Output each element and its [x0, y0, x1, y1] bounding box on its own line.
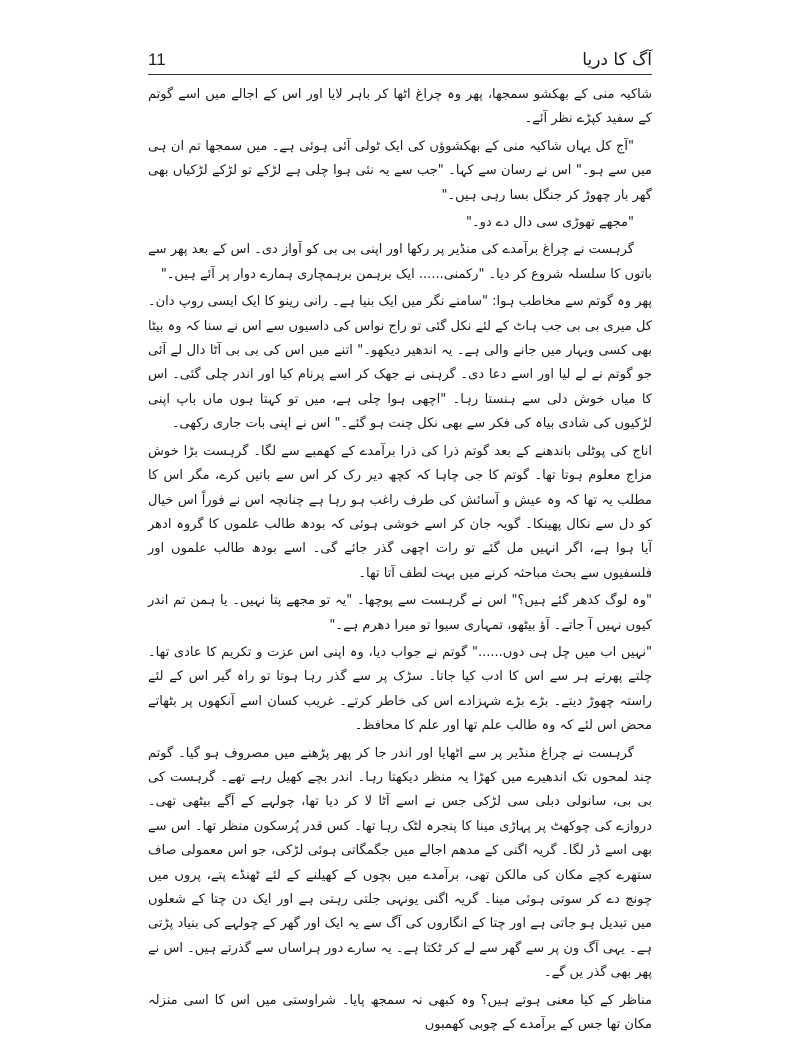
paragraph: "آج کل یہاں شاکیہ منی کے بھکشوؤں کی ایک ٹولی آئی ہوئی ہے۔ میں سمجھا تم ان ہی میں سے ہو۔" اس نے رسان سے کہا۔ "جب سے یہ نئی ہوا چلی ہے لڑکے تو لڑکے لڑکیاں بھی گھر بار چھوڑ کر جنگل بسا رہی ہیں۔": [148, 138, 652, 203]
paragraph: شاکیہ منی کے بھکشو سمجھا، پھر وہ چراغ اٹھا کر باہر لایا اور اس کے اجالے میں اسے گوتم کے سفید کپڑے نظر آئے۔: [148, 87, 652, 127]
body-text: [148, 83, 652, 1037]
paragraph: "نہیں اب میں چل ہی دوں......" گوتم نے جواب دیا، وہ اپنی اس عزت و تکریم کا عادی تھا۔ چلتے پھرتے ہر سے اس کا ادب کیا جاتا۔ سڑک پر سے گذر رہا ہوتا تو راہ گیر اس کے لئے راستہ چھوڑ دیتے۔ بڑے بڑے شہزادے اس کی خاطر کرتے۔ غریب کسان اسے آنکھوں پر بٹھاتے محض اس لئے کہ وہ طالب علم تھا اور علم کا محافظ۔: [148, 644, 652, 734]
page-number: 11: [148, 50, 166, 69]
paragraph: "مجھے تھوڑی سی دال دے دو۔": [465, 215, 634, 231]
paragraph: مناظر کے کیا معنی ہوتے ہیں؟ وہ کبھی نہ سمجھ پایا۔ شراوستی میں اس کا اسی منزلہ مکان تھا جس کے برآمدے کے چوبی کھمبوں: [148, 992, 652, 1033]
paragraph: گرہست نے چراغ برآمدے کی منڈیر پر رکھا اور اپنی بی بی کو آواز دی۔ اس کے بعد پھر سے باتوں کا سلسلہ شروع کر دیا۔ "رکمنی...... ایک برہمن برہمچاری ہمارے دوار پر آئے ہیں۔": [148, 242, 652, 282]
page-header: [148, 40, 652, 75]
paragraph: "وہ لوگ کدھر گئے ہیں؟" اس نے گرہست سے پوچھا۔ "یہ تو مجھے پتا نہیں۔ یا ہمن تم اندر کیوں نہیں آ جاتے۔ آؤ بیٹھو، تمہاری سیوا تو میرا دھرم ہے۔": [148, 593, 652, 633]
paragraph: پھر وہ گوتم سے مخاطب ہوا: "سامنے نگر میں ایک بنیا ہے۔ رانی رینو کا ایک ایسی روپ دان۔ کل میری بی بی جب ہاٹ کے لئے نکل گئی تو راج نواس کی داسیوں سے اس نے سنا کہ وہ بیٹا بھی کسی ویہار میں جانے والی ہے۔ یہ اندھیر دیکھو۔" اتنے میں اس کی بی بی آٹا دال لے آئی جو گوتم نے لے لیا اور اسے دعا دی۔ گرہنی نے جھک کر اسے پرنام کیا اور اندر چلی گئی۔ اس کا میاں خوش دلی سے ہنستا رہا۔ "اچھی ہوا چلی ہے، میں تو کہتا ہوں ماں باپ اپنی لڑکیوں کی شادی بیاہ کی فکر سے بھی نکل چنت ہو گئے۔" اس نے اپنی بات جاری رکھی۔: [148, 294, 652, 432]
running-title: آگ کا دریا: [582, 50, 652, 70]
paragraph: اناج کی پوٹلی باندھنے کے بعد گوتم ذرا کی ذرا برآمدے کے کھمبے سے لگا۔ گرہست بڑا خوش مزاج معلوم ہوتا تھا۔ گوتم کا جی چاہا کہ کچھ دیر رک کر اس سے باتیں کرے، مگر اس کا مطلب یہ تھا کہ وہ عیش و آسائش کی طرف راغب ہو رہا ہے چنانچہ اس نے فوراً اس خیال کو دل سے نکال پھینکا۔ گویہ جان کر اسے خوشی ہوئی کہ بودھ طالب علموں کا گروہ ادھر آیا ہوا ہے، اگر انہیں مل گئے تو رات اچھی گذر جائے گی۔ اسے بودھ طالب علموں اور فلسفیوں سے بحث مباحثہ کرنے میں بہت لطف آتا تھا۔: [148, 443, 652, 581]
paragraph: گرہست نے چراغ منڈیر پر سے اٹھایا اور اندر جا کر پھر پڑھنے میں مصروف ہو گیا۔ گوتم چند لمحوں تک اندھیرے میں کھڑا یہ منظر دیکھتا رہا۔ اندر بچے کھیل رہے تھے۔ گرہست کی بی بی، سانولی دبلی سی لڑکی جس نے اسے آٹا لا کر دیا تھا، چولہے کے آگے بیٹھی تھی۔ دروازے کی چوکھٹ پر پہاڑی مینا کا پنجرہ لٹک رہا تھا۔ کس قدر پُرسکون منظر تھا۔ اس سے بھی اسے ڈر لگا۔ گریہ اگنی کے مدھم اجالے میں جگمگاتی ہوئی لڑکی، جو اس معمولی صاف ستھرے کچے مکان کی مالکن تھی، برآمدے میں بچوں کے کھیلنے کے لئے ٹھنڈے پتے، پروں میں چونچ دے کر سوتی ہوئی مینا۔ گریہ اگنی یونہی جلتی رہتی ہے اور ایک دن چتا کے شعلوں میں تبدیل ہو جاتی ہے اور چتا کے انگاروں کی آگ سے یہ ایک اور گھر کے چولہے کی بنیاد پڑتی ہے۔ یہی آگ ون پر سے گھر سے لے کر ٹکتا ہے۔ یہ سارے دور ہراساں سے گذرتے ہیں۔ اس نے پھر بھی گذر یں گے۔: [148, 745, 652, 981]
